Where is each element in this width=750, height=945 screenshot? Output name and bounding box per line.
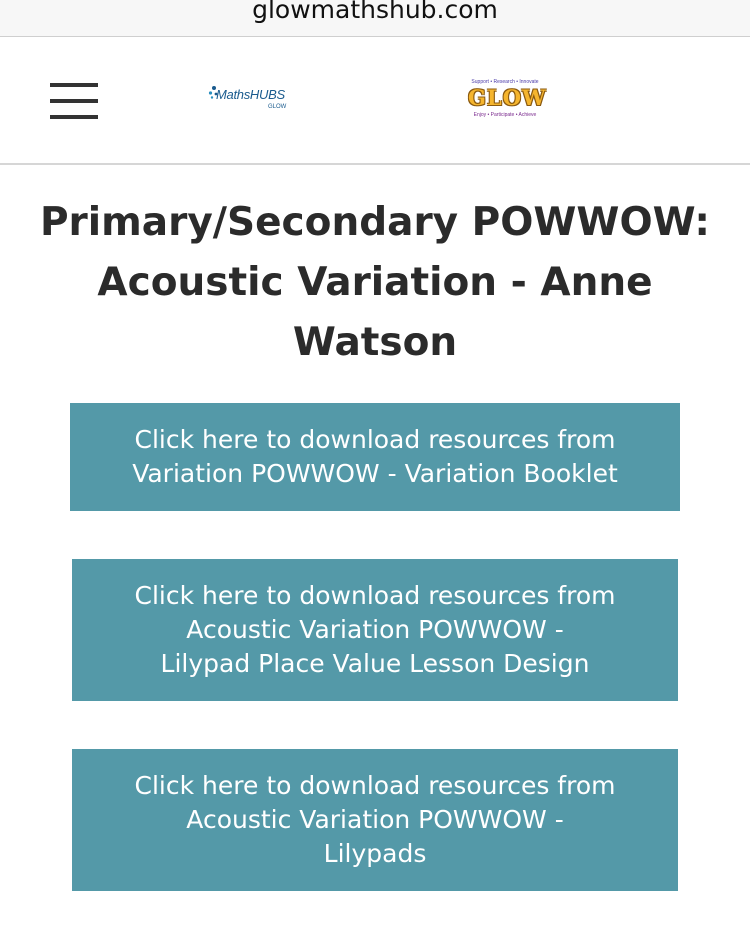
download-lilypad-lesson-design-button[interactable]	[72, 559, 678, 701]
glow-logo-word: GLOW	[468, 85, 547, 110]
download-lilypads-button[interactable]	[72, 749, 678, 891]
browser-address-bar[interactable]	[0, 0, 750, 37]
glow-logo-top-tagline: Support • Research • Innovate	[471, 79, 539, 85]
button-label-line: Click here to download resources from	[134, 771, 616, 800]
download-variation-booklet-button[interactable]	[70, 403, 680, 511]
button-label-line: Acoustic Variation POWWOW -	[186, 805, 564, 834]
button-label-line: Acoustic Variation POWWOW -	[186, 615, 564, 644]
button-label-line: Click here to download resources from	[134, 581, 616, 610]
site-header	[0, 37, 750, 165]
button-label-line: Lilypads	[323, 839, 427, 868]
maths-hubs-logo-subtext: GLOW	[268, 104, 287, 110]
maths-hubs-logo[interactable]	[208, 85, 294, 115]
glow-logo[interactable]	[464, 79, 546, 121]
button-label-line: Click here to download resources from	[134, 425, 616, 454]
maths-hubs-logo-text: MathsHUBS	[216, 87, 285, 102]
hamburger-menu-icon[interactable]	[50, 83, 98, 119]
glow-logo-bottom-tagline: Enjoy • Participate • Achieve	[473, 112, 537, 118]
page-title: Primary/Secondary POWWOW: Acoustic Variation - Anne Watson	[39, 200, 711, 365]
button-label-line: Lilypad Place Value Lesson Design	[160, 649, 590, 678]
button-label-line: Variation POWWOW - Variation Booklet	[132, 459, 618, 488]
url-text: glowmathshub.com	[252, 0, 498, 24]
